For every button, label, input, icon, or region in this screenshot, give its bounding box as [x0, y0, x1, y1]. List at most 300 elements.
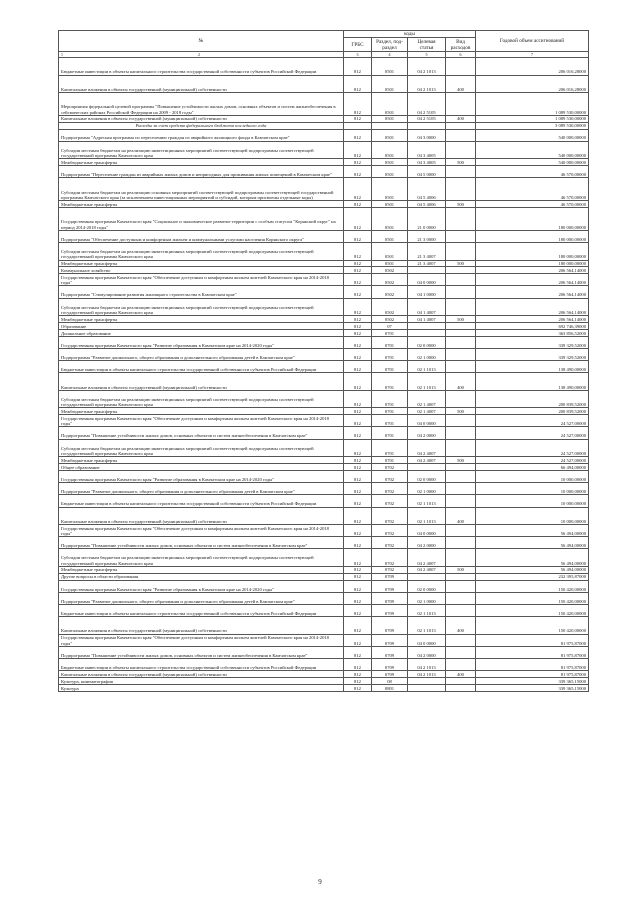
- row-name: Субсидии местным бюджетам на реализацию инвестиционных мероприятий соответствующей подпрограммы соответствующей государственной программы Камчатского края: [59, 298, 344, 316]
- table-row: [59, 201, 589, 208]
- row-exp-type: [446, 58, 476, 76]
- row-target: 02 0 0000: [408, 470, 446, 482]
- row-section: 0709: [372, 659, 408, 671]
- row-grbs: 812: [344, 286, 372, 298]
- header-target: Целевая статья: [408, 38, 446, 52]
- table-row: [59, 566, 589, 573]
- row-grbs: 812: [344, 178, 372, 201]
- row-amount: 46 570,00000: [476, 201, 589, 208]
- row-target: 04 2 0000: [408, 537, 446, 549]
- table-row: [59, 230, 589, 242]
- row-exp-type: [446, 646, 476, 658]
- row-target: 04 5 4006: [408, 201, 446, 208]
- row-grbs: 812: [344, 93, 372, 116]
- row-amount: 180 000,00000: [476, 260, 589, 267]
- table-row: [59, 573, 589, 580]
- row-exp-type: [446, 230, 476, 242]
- row-grbs: 812: [344, 58, 372, 76]
- row-section: 0709: [372, 646, 408, 658]
- row-amount: 692 746,39000: [476, 323, 589, 330]
- row-section: 0501: [372, 260, 408, 267]
- row-target: 02 1 4007: [408, 408, 446, 415]
- row-exp-type: [446, 483, 476, 495]
- row-section: 0709: [372, 617, 408, 635]
- row-target: 04 0 0000: [408, 634, 446, 646]
- page-number: 9: [318, 878, 322, 886]
- row-exp-type: [446, 166, 476, 178]
- header-grbs: ГРБС: [344, 38, 372, 52]
- row-section: 0709: [372, 573, 408, 580]
- row-section: 0701: [372, 427, 408, 439]
- table-row: [59, 464, 589, 471]
- row-section: 0501: [372, 208, 408, 231]
- row-amount: 180 000,00000: [476, 230, 589, 242]
- row-grbs: 812: [344, 685, 372, 692]
- header-number: №: [59, 31, 344, 52]
- row-section: 0501: [372, 159, 408, 166]
- row-name: Бюджетные инвестиции в объекты капитального строительства государственной собственности субъектов Российской Федерации: [59, 659, 344, 671]
- row-name: Межбюджетные трансферты: [59, 408, 344, 415]
- row-section: 0501: [372, 115, 408, 122]
- row-target: 04 2 4007: [408, 566, 446, 573]
- row-target: 02 1 1013: [408, 373, 446, 391]
- row-target: 04 2 5105: [408, 93, 446, 116]
- table-row: [59, 361, 589, 373]
- row-amount: 66 494,00000: [476, 464, 589, 471]
- row-target: 02 1 1013: [408, 617, 446, 635]
- row-grbs: 812: [344, 537, 372, 549]
- row-amount: 81 975,87000: [476, 671, 589, 678]
- row-exp-type: 400: [446, 373, 476, 391]
- table-row: [59, 166, 589, 178]
- row-amount: 10 000,00000: [476, 470, 589, 482]
- row-name: Межбюджетные трансферты: [59, 201, 344, 208]
- row-exp-type: 400: [446, 617, 476, 635]
- row-target: 04 2 1013: [408, 75, 446, 93]
- row-grbs: 812: [344, 605, 372, 617]
- row-section: 0702: [372, 525, 408, 537]
- row-name: Государственная программа Камчатского края "Обеспечение доступным и комфортным жильем жителей Камчатского края на 2014-2018 годы": [59, 634, 344, 646]
- row-target: 02 1 1013: [408, 361, 446, 373]
- row-amount: 81 975,87000: [476, 659, 589, 671]
- row-exp-type: [446, 267, 476, 274]
- row-grbs: 812: [344, 634, 372, 646]
- row-section: 0701: [372, 408, 408, 415]
- table-row: [59, 316, 589, 323]
- row-name: Коммунальное хозяйство: [59, 267, 344, 274]
- table-row: [59, 408, 589, 415]
- row-target: 02 1 0000: [408, 349, 446, 361]
- row-name: Межбюджетные трансферты: [59, 566, 344, 573]
- row-grbs: 812: [344, 361, 372, 373]
- row-target: 02 1 0000: [408, 483, 446, 495]
- row-section: [372, 122, 408, 129]
- row-exp-type: [446, 329, 476, 336]
- row-exp-type: [446, 439, 476, 457]
- row-section: 0701: [372, 457, 408, 464]
- row-amount: 206 016,28000: [476, 75, 589, 93]
- row-grbs: 812: [344, 483, 372, 495]
- row-exp-type: [446, 129, 476, 141]
- row-name: Субсидии местным бюджетам на реализацию инвестиционных мероприятий соответствующей подпрограммы соответствующей государственной программы Камчатского края: [59, 390, 344, 408]
- row-target: 02 0 0000: [408, 580, 446, 592]
- row-amount: 150 420,00000: [476, 605, 589, 617]
- table-row: [59, 178, 589, 201]
- table-row: [59, 634, 589, 646]
- row-amount: 24 527,00000: [476, 427, 589, 439]
- row-target: 04 1 0000: [408, 286, 446, 298]
- row-grbs: 812: [344, 573, 372, 580]
- row-exp-type: [446, 470, 476, 482]
- row-amount: 206 564,14000: [476, 298, 589, 316]
- row-section: 0501: [372, 243, 408, 261]
- row-name: Государственная программа Камчатского края "Развитие образования в Камчатском крае на 2014-2020 годы": [59, 580, 344, 592]
- table-row: [59, 260, 589, 267]
- row-amount: 232 395,87000: [476, 573, 589, 580]
- table-row: [59, 323, 589, 330]
- colnum-2-label: 2: [198, 52, 200, 57]
- row-grbs: 812: [344, 274, 372, 286]
- row-exp-type: 400: [446, 115, 476, 122]
- table-row: [59, 537, 589, 549]
- row-amount: 206 564,14000: [476, 274, 589, 286]
- row-target: 04 2 4007: [408, 457, 446, 464]
- table-row: [59, 58, 589, 76]
- row-amount: 200 839,52000: [476, 390, 589, 408]
- row-amount: 81 975,87000: [476, 646, 589, 658]
- row-name: Межбюджетные трансферты: [59, 316, 344, 323]
- row-section: 0702: [372, 507, 408, 525]
- row-target: 21 3 0000: [408, 230, 446, 242]
- table-row: [59, 415, 589, 427]
- row-exp-type: [446, 93, 476, 116]
- row-exp-type: [446, 415, 476, 427]
- row-name: Подпрограмма "Повышение устойчивости жилых домов, основных объектов и систем жизнеобеспечения в Камчатском крае": [59, 537, 344, 549]
- table-row: [59, 243, 589, 261]
- header-amount: Годовой объем ассигнований: [476, 31, 589, 52]
- row-amount: 10 000,00000: [476, 483, 589, 495]
- row-name: Субсидии местным бюджетам на реализацию инвестиционных мероприятий соответствующей подпрограммы соответствующей государственной программы Камчатского края: [59, 243, 344, 261]
- row-target: 02 1 1013: [408, 507, 446, 525]
- row-amount: 138 490,00000: [476, 361, 589, 373]
- row-exp-type: [446, 298, 476, 316]
- row-amount: 24 527,00000: [476, 415, 589, 427]
- row-amount: 24 527,00000: [476, 439, 589, 457]
- table-row: [59, 159, 589, 166]
- table-row: [59, 208, 589, 231]
- row-amount: 138 490,00000: [476, 373, 589, 391]
- row-section: 0702: [372, 470, 408, 482]
- row-grbs: 812: [344, 115, 372, 122]
- row-target: [408, 685, 446, 692]
- row-target: 02 1 1013: [408, 605, 446, 617]
- row-section: 0709: [372, 634, 408, 646]
- row-section: 0701: [372, 361, 408, 373]
- row-exp-type: [446, 605, 476, 617]
- row-exp-type: 500: [446, 260, 476, 267]
- row-name: Капитальные вложения в объекты государственной (муниципальной) собственности: [59, 373, 344, 391]
- row-section: 07: [372, 323, 408, 330]
- table-row: [59, 495, 589, 507]
- row-exp-type: 500: [446, 159, 476, 166]
- row-name: Государственная программа Камчатского края "Развитие образования в Камчатском крае на 2014-2020 годы": [59, 336, 344, 348]
- colnum: 7: [476, 52, 589, 58]
- row-amount: 540 000,00000: [476, 129, 589, 141]
- row-target: 04 0 0000: [408, 415, 446, 427]
- row-target: 02 1 4007: [408, 390, 446, 408]
- row-target: 02 1 1013: [408, 495, 446, 507]
- row-exp-type: [446, 336, 476, 348]
- row-name: Бюджетные инвестиции в объекты капитального строительства государственной собственности субъектов Российской Федерации: [59, 58, 344, 76]
- row-section: 0701: [372, 373, 408, 391]
- row-grbs: 812: [344, 336, 372, 348]
- table-row: [59, 507, 589, 525]
- row-target: 21 3 4007: [408, 243, 446, 261]
- row-amount: 46 570,00000: [476, 166, 589, 178]
- table-row: [59, 336, 589, 348]
- row-section: 0502: [372, 316, 408, 323]
- table-row: [59, 678, 589, 685]
- table-row: [59, 605, 589, 617]
- row-exp-type: 500: [446, 316, 476, 323]
- row-grbs: 812: [344, 323, 372, 330]
- row-grbs: 812: [344, 208, 372, 231]
- row-exp-type: [446, 495, 476, 507]
- header-codes: коды: [344, 31, 476, 38]
- row-amount: 339 329,52000: [476, 349, 589, 361]
- row-exp-type: [446, 361, 476, 373]
- row-amount: 180 000,00000: [476, 243, 589, 261]
- colnum: 1: [59, 52, 344, 58]
- row-name: Подпрограмма "Развитие дошкольного, общего образования и дополнительного образования детей в Камчатском крае": [59, 592, 344, 604]
- row-target: 04 1 4007: [408, 298, 446, 316]
- row-grbs: 812: [344, 316, 372, 323]
- row-section: 0709: [372, 605, 408, 617]
- row-section: 0501: [372, 201, 408, 208]
- table-row: [59, 483, 589, 495]
- row-amount: 81 975,87000: [476, 634, 589, 646]
- table-row: [59, 525, 589, 537]
- row-name: Подпрограмма "Обеспечение доступным и комфортным жильем и коммунальными услугами населения Корякского округа": [59, 230, 344, 242]
- row-exp-type: [446, 537, 476, 549]
- row-target: 04 2 1013: [408, 671, 446, 678]
- row-amount: 200 839,52000: [476, 408, 589, 415]
- row-target: [408, 573, 446, 580]
- row-target: 04 2 5105: [408, 115, 446, 122]
- row-grbs: 812: [344, 566, 372, 573]
- table-row: [59, 457, 589, 464]
- row-amount: 56 494,00000: [476, 525, 589, 537]
- row-exp-type: 500: [446, 566, 476, 573]
- table-row: [59, 646, 589, 658]
- row-exp-type: [446, 286, 476, 298]
- row-exp-type: [446, 274, 476, 286]
- row-grbs: 812: [344, 329, 372, 336]
- row-target: 04 3 0000: [408, 129, 446, 141]
- row-exp-type: 400: [446, 507, 476, 525]
- row-amount: 363 856,52000: [476, 329, 589, 336]
- row-grbs: 812: [344, 75, 372, 93]
- row-name: Государственная программа Камчатского края "Обеспечение доступным и комфортным жильем жителей Камчатского края на 2014-2018 годы": [59, 525, 344, 537]
- row-grbs: 812: [344, 230, 372, 242]
- row-grbs: 812: [344, 507, 372, 525]
- row-section: 0709: [372, 592, 408, 604]
- table-row: [59, 373, 589, 391]
- row-exp-type: [446, 549, 476, 567]
- table-row: [59, 549, 589, 567]
- row-exp-type: [446, 323, 476, 330]
- row-amount: 56 494,00000: [476, 549, 589, 567]
- row-grbs: 812: [344, 439, 372, 457]
- row-section: 0701: [372, 329, 408, 336]
- row-exp-type: [446, 178, 476, 201]
- row-target: 04 3 4005: [408, 159, 446, 166]
- table-row: [59, 685, 589, 692]
- row-name: Образование: [59, 323, 344, 330]
- row-amount: 3 089 530,00000: [476, 122, 589, 129]
- row-target: 04 2 4007: [408, 549, 446, 567]
- row-section: 08: [372, 678, 408, 685]
- row-amount: 339 365,15000: [476, 678, 589, 685]
- header-section: Раздел, под-раздел: [372, 38, 408, 52]
- row-name: Подпрограмма "Стимулирование развития жилищного строительства в Камчатском крае": [59, 286, 344, 298]
- row-section: 0702: [372, 566, 408, 573]
- row-section: 0501: [372, 75, 408, 93]
- row-section: 0502: [372, 286, 408, 298]
- row-grbs: 812: [344, 141, 372, 159]
- row-target: 02 1 0000: [408, 592, 446, 604]
- row-grbs: 812: [344, 298, 372, 316]
- row-name: Капитальные вложения в объекты государственной (муниципальной) собственности: [59, 617, 344, 635]
- budget-page: [58, 30, 588, 692]
- colnum: 6: [446, 52, 476, 58]
- row-amount: 150 420,00000: [476, 580, 589, 592]
- row-grbs: 812: [344, 470, 372, 482]
- row-target: 04 5 0000: [408, 166, 446, 178]
- row-exp-type: 400: [446, 75, 476, 93]
- row-amount: 180 000,00000: [476, 208, 589, 231]
- row-name: Подпрограмма "Адресная программа по переселению граждан из аварийного жилищного фонда в Камчатском крае": [59, 129, 344, 141]
- row-exp-type: [446, 243, 476, 261]
- row-target: [408, 323, 446, 330]
- row-name: Подпрограмма "Развитие дошкольного, общего образования и дополнительного образования детей в Камчатском крае": [59, 483, 344, 495]
- row-section: 0501: [372, 93, 408, 116]
- row-exp-type: 500: [446, 457, 476, 464]
- table-row: [59, 274, 589, 286]
- row-amount: 1 089 530,00000: [476, 115, 589, 122]
- row-target: 04 0 0000: [408, 274, 446, 286]
- row-target: 04 2 4007: [408, 439, 446, 457]
- row-section: 0502: [372, 274, 408, 286]
- row-section: 0501: [372, 58, 408, 76]
- row-amount: 46 570,00000: [476, 178, 589, 201]
- row-target: 04 0 0000: [408, 525, 446, 537]
- row-section: 0701: [372, 415, 408, 427]
- table-row: [59, 129, 589, 141]
- row-name: Субсидии местным бюджетам на реализацию инвестиционных мероприятий соответствующей подпрограммы соответствующей государственной программы Камчатского края: [59, 141, 344, 159]
- row-section: 0501: [372, 230, 408, 242]
- row-target: [408, 122, 446, 129]
- row-exp-type: [446, 349, 476, 361]
- row-name: Подпрограмма "Развитие дошкольного, общего образования и дополнительного образования детей в Камчатском крае": [59, 349, 344, 361]
- row-name: Субсидии местным бюджетам на реализацию инвестиционных мероприятий соответствующей подпрограммы соответствующей государственной программы Камчатского края: [59, 439, 344, 457]
- row-amount: 56 494,00000: [476, 566, 589, 573]
- row-target: [408, 329, 446, 336]
- row-exp-type: [446, 580, 476, 592]
- row-exp-type: [446, 141, 476, 159]
- row-section: 0702: [372, 464, 408, 471]
- table-row: [59, 592, 589, 604]
- row-amount: 150 420,00000: [476, 592, 589, 604]
- row-target: [408, 464, 446, 471]
- row-name: Другие вопросы в области образования: [59, 573, 344, 580]
- table-row: [59, 141, 589, 159]
- table-row: [59, 659, 589, 671]
- row-grbs: 812: [344, 671, 372, 678]
- row-grbs: 812: [344, 166, 372, 178]
- row-section: 0709: [372, 671, 408, 678]
- row-grbs: 812: [344, 243, 372, 261]
- table-row: [59, 580, 589, 592]
- row-target: 21 3 4007: [408, 260, 446, 267]
- row-name: Субсидии местным бюджетам на реализацию основных мероприятий соответствующей подпрограммы соответствующей государственной программы Камчатского края (за исключением инвестиционных мероприятий и субсидий, которым присвоены отдельные коды): [59, 178, 344, 201]
- row-grbs: 812: [344, 260, 372, 267]
- row-exp-type: 500: [446, 408, 476, 415]
- table-row: [59, 267, 589, 274]
- row-name: Дошкольное образование: [59, 329, 344, 336]
- colnum: 3: [344, 52, 372, 58]
- row-amount: 206 564,14000: [476, 316, 589, 323]
- row-section: 0709: [372, 580, 408, 592]
- row-section: 0701: [372, 336, 408, 348]
- table-row: [59, 427, 589, 439]
- row-grbs: 812: [344, 267, 372, 274]
- row-target: 04 2 1013: [408, 659, 446, 671]
- colnum: 4: [372, 52, 408, 58]
- row-name: Подпрограмма "Повышение устойчивости жилых домов, основных объектов и систем жизнеобеспечения в Камчатском крае": [59, 646, 344, 658]
- row-name: Расходы за счет средств федерального бюджета последнего года: [59, 122, 344, 129]
- table-row: [59, 671, 589, 678]
- row-exp-type: 500: [446, 201, 476, 208]
- row-exp-type: [446, 592, 476, 604]
- row-amount: 540 000,00000: [476, 159, 589, 166]
- row-exp-type: [446, 122, 476, 129]
- table-row: [59, 286, 589, 298]
- row-grbs: 812: [344, 201, 372, 208]
- row-target: 04 2 0000: [408, 427, 446, 439]
- row-grbs: 812: [344, 408, 372, 415]
- row-exp-type: [446, 685, 476, 692]
- row-name: Межбюджетные трансферты: [59, 260, 344, 267]
- row-grbs: 812: [344, 464, 372, 471]
- row-amount: 1 089 530,00000: [476, 93, 589, 116]
- row-amount: 540 000,00000: [476, 141, 589, 159]
- row-grbs: 812: [344, 159, 372, 166]
- row-amount: 150 420,00000: [476, 617, 589, 635]
- row-name: Бюджетные инвестиции в объекты капитального строительства государственной собственности субъектов Российской Федерации: [59, 605, 344, 617]
- row-amount: 206 564,14000: [476, 267, 589, 274]
- row-target: 04 1 4007: [408, 316, 446, 323]
- row-grbs: 812: [344, 390, 372, 408]
- row-name: Государственная программа Камчатского края "Социальное и экономическое развитие территории с особым статусом "Корякский округ" на период 2014-2018 годы": [59, 208, 344, 231]
- row-target: 04 3 4005: [408, 141, 446, 159]
- table-row: [59, 75, 589, 93]
- row-name: Бюджетные инвестиции в объекты капитального строительства государственной собственности субъектов Российской Федерации: [59, 495, 344, 507]
- row-target: 04 2 0000: [408, 646, 446, 658]
- row-section: 0702: [372, 537, 408, 549]
- row-section: 0501: [372, 141, 408, 159]
- row-grbs: 812: [344, 349, 372, 361]
